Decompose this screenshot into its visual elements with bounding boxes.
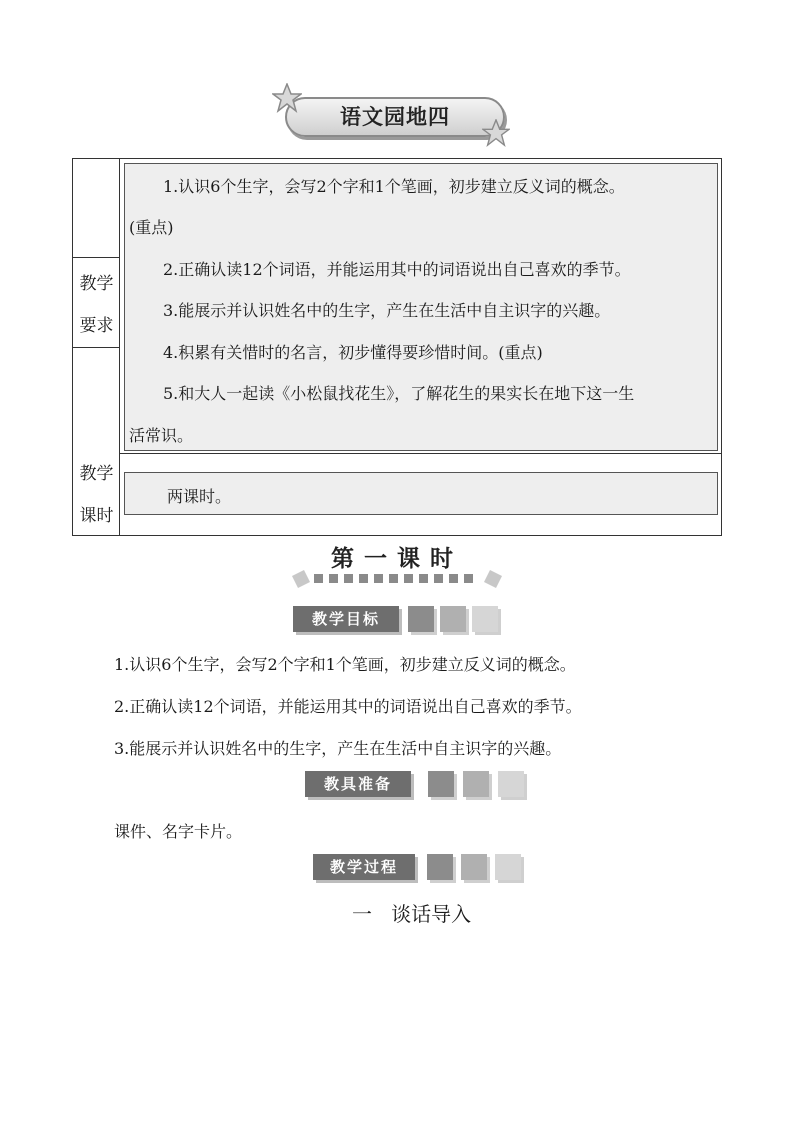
process-header-label: 教学过程 (313, 854, 415, 880)
process-header (313, 854, 523, 884)
requirement-line: 3.能展示并认识姓名中的生字，产生在生活中自主识字的兴趣。 (163, 301, 611, 320)
tools-header-label: 教具准备 (305, 771, 411, 797)
requirements-label-line2: 要求 (79, 316, 114, 336)
decor-square (472, 606, 498, 632)
divider (73, 347, 120, 348)
objectives-header-label: 教学目标 (293, 606, 399, 632)
divider (73, 257, 120, 258)
requirement-line: 2.正确认读12个词语，并能运用其中的词语说出自己喜欢的季节。 (163, 260, 631, 279)
decor-square (461, 854, 487, 880)
objectives-header (293, 606, 503, 636)
hours-content (124, 472, 718, 515)
decor-square (440, 606, 466, 632)
requirement-line: 活常识。 (129, 426, 194, 445)
decor-square (427, 854, 453, 880)
lesson-title: 第一课时 (331, 546, 463, 572)
star-icon (482, 119, 510, 147)
requirements-label-line1: 教学 (79, 274, 114, 294)
decor-square (463, 771, 489, 797)
hours-label-line2: 课时 (79, 506, 114, 526)
label-column (73, 159, 120, 535)
objective-line: 2.正确认读12个词语，并能运用其中的词语说出自己喜欢的季节。 (114, 697, 582, 716)
decor-square (495, 854, 521, 880)
tools-header (305, 771, 525, 801)
requirements-table (72, 158, 722, 536)
decor-square (428, 771, 454, 797)
objective-line: 3.能展示并认识姓名中的生字，产生在生活中自主识字的兴趣。 (114, 739, 562, 758)
hours-label-line1: 教学 (79, 464, 114, 484)
requirements-content (124, 163, 718, 451)
tools-text: 课件、名字卡片。 (114, 822, 243, 841)
requirement-line: 5.和大人一起读《小松鼠找花生》，了解花生的果实长在地下这一生 (163, 384, 635, 403)
decor-square (498, 771, 524, 797)
requirement-line: 4.积累有关惜时的名言，初步懂得要珍惜时间。(重点) (163, 343, 543, 362)
banner-title: 语文园地四 (340, 105, 450, 129)
step-title: 一 谈话导入 (352, 902, 472, 926)
title-banner (285, 97, 505, 139)
requirement-line: 1.认识6个生字，会写2个字和1个笔画，初步建立反义词的概念。 (163, 177, 625, 196)
hours-value: 两课时。 (167, 487, 232, 506)
objective-line: 1.认识6个生字，会写2个字和1个笔画，初步建立反义词的概念。 (114, 655, 576, 674)
divider (120, 453, 721, 454)
dotted-underline (290, 568, 504, 590)
decor-square (408, 606, 434, 632)
requirement-line: (重点) (129, 218, 174, 237)
